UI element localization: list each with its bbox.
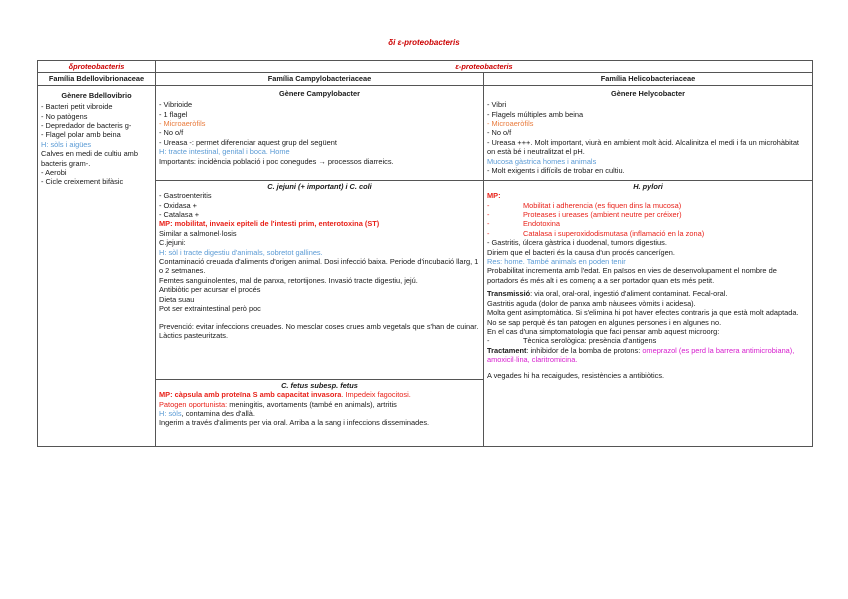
campylo-line: - No o/f xyxy=(159,128,184,138)
jejuni-line: - Gastroenteritis xyxy=(159,191,212,201)
page-title: δi ε-proteobacteris xyxy=(388,38,460,47)
helico-microaerophilic: - Microaeròfils xyxy=(487,119,534,129)
jejuni-mp: MP: mobilitat, invaeix epiteli de l'intesti prim, enterotoxina (ST) xyxy=(159,219,380,229)
campylo-line: - Ureasa -: permet diferenciar aquest grup del següent xyxy=(159,137,337,147)
pylori-transmission: Transmissió: via oral, oral-oral, ingestió d'aliment contaminat. Fecal-oral. xyxy=(487,289,728,299)
pylori-mp-item: - Catalasa i superoxidodismutasa (inflamació en la zona) xyxy=(487,228,705,238)
pylori-mp-item: - Endotoxina xyxy=(487,219,560,229)
pylori-cell xyxy=(484,180,813,446)
bdello-line: - No patògens xyxy=(41,111,88,121)
bdello-line: - Bacteri petit vibroide xyxy=(41,102,113,112)
pylori-mp-label: MP: xyxy=(487,191,501,201)
helico-line: - Ureasa +++. Molt important, viurà en ambient molt àcid. Alcalinitza el medi i fa un microhàbitat on està bé i neutralitzat el pH. xyxy=(487,137,799,157)
helico-line: - Vibri xyxy=(487,100,507,110)
pylori-line: Diriem que el bacteri és la causa d'un procés cancerígen. xyxy=(487,247,675,257)
bdello-line: Calves en medi de cultiu amb bacteris gram-. xyxy=(41,149,138,168)
genus-helicobacter-title: Gènere Helycobacter xyxy=(611,88,685,98)
campylo-habitat: H: tracte intestinal, genital i boca. Home xyxy=(159,147,290,157)
pylori-mp-item: - Mobilitat i adherencia (es fiquen dins la mucosa) xyxy=(487,200,682,210)
bdello-habitat: H: sòls i aigües xyxy=(41,139,92,149)
family-helicobacteriaceae: Família Helicobacteriaceae xyxy=(484,73,813,85)
pylori-line: A vegades hi ha recaigudes, resistències a antibiòtics. xyxy=(487,370,665,380)
bdello-line: - Depredador de bacteris g- xyxy=(41,121,132,131)
jejuni-line: Contaminació creuada d'aliments d'origen animal. Dosi infecció baixa. Periode d'incubació llarg, 1 o 2 setmanes. xyxy=(159,257,479,276)
fetus-mp: MP: càpsula amb proteïna S amb capacitat invasora. Impedeix fagocitosi. xyxy=(159,390,411,400)
pylori-technique: - Tècnica serològica: presència d'antigens xyxy=(487,336,657,346)
jejuni-line: - Oxidasa + xyxy=(159,200,197,210)
fetus-title: C. fetus subesp. fetus xyxy=(281,380,358,390)
jejuni-line: Dieta suau xyxy=(159,294,195,304)
pylori-line: En el cas d'una simptomatologia que faci pensar amb aquest microorg: xyxy=(487,326,720,336)
header-epsilon: ε-proteobacteris xyxy=(156,61,813,73)
jejuni-line: Similar a salmonel·losis xyxy=(159,228,237,238)
jejuni-line: Pot ser extraintestinal però poc xyxy=(159,304,261,314)
family-campylobacteriaceae: Família Campylobacteriaceae xyxy=(156,73,484,85)
pylori-line: Probabilitat incrementa amb l'edat. En països en vies de desenvolupament el nombre de portadors és més alt i es començ a a ser portador quan ets més petit. xyxy=(487,266,777,285)
bdellovibrio-cell xyxy=(38,85,156,446)
bacteria-table xyxy=(37,60,813,447)
pylori-line: Molta gent asimptomàtica. Si s'elimina hi pot haver efectes contraris ja que està molt adaptada. No se sap perquè és tan patogen en algunes persones i en algunes no. xyxy=(487,308,799,327)
helicobacter-cell xyxy=(484,85,813,180)
campylo-line: Importants: incidència població i poc conegudes → processos diarreics. xyxy=(159,156,394,166)
family-bdellovibrionaceae: Família Bdellovibrionaceae xyxy=(38,73,156,85)
fetus-line: Ingerim a través d'aliments per via oral. Arriba a la sang i infeccions disseminades. xyxy=(159,418,430,428)
fetus-pathogen: Patogen oportunista: meningitis, avortaments (també en animals), artritis xyxy=(159,399,397,409)
genus-bdellovibrio-title: Gènere Bdellovibrio xyxy=(61,90,132,100)
pylori-line: Gastritis aguda (dolor de panxa amb nàusees vòmits i acidesa). xyxy=(487,298,696,308)
jejuni-prevention: Prevenció: evitar infeccions creuades. No mesclar coses crues amb vegetals que s'han de cuinar. Làctics pasteuritzats. xyxy=(159,321,479,340)
campylo-line: - 1 flagel xyxy=(159,109,188,119)
header-delta: δproteobacteris xyxy=(38,61,156,73)
fetus-habitat: H: sòls, contamina des d'allà. xyxy=(159,409,255,419)
jejuni-line: C.jejuni: xyxy=(159,238,186,248)
genus-campylobacter-title: Gènere Campylobacter xyxy=(279,88,360,98)
campylo-microaerophilic: - Microaeròfils xyxy=(159,119,206,129)
campylo-line: - Vibrioide xyxy=(159,100,193,110)
helico-line: - No o/f xyxy=(487,128,512,138)
bdello-line: - Cicle creixement bifàsic xyxy=(41,177,124,187)
jejuni-habitat: H: sòl i tracte digestiu d'animals, sobretot gallines. xyxy=(159,247,323,257)
campylobacter-cell xyxy=(156,85,484,180)
jejuni-line: Femtes sanguinolentes, mal de panxa, retortijones. Invasió tracte digestiu, jejú. xyxy=(159,275,418,285)
jejuni-cell xyxy=(156,180,484,379)
helico-line: - Flagels múltiples amb beina xyxy=(487,109,584,119)
pylori-treatment: Tractament: inhibidor de la bomba de protons: omeprazol (es perd la barrera antimicrobiana), amoxicil·lina, claritromicina. xyxy=(487,345,795,365)
helico-line: - Molt exigents i difícils de trobar en cultiu. xyxy=(487,166,625,176)
jejuni-line: - Catalasa + xyxy=(159,210,200,220)
pylori-title: H. pylori xyxy=(633,181,663,191)
jejuni-title: C. jejuni (+ important) i C. coli xyxy=(267,181,372,191)
bdello-line: - Aerobi xyxy=(41,168,67,178)
pylori-reservoir: Res: home. També animals en poden tenir xyxy=(487,257,626,267)
jejuni-line: Antibiòtic per acursar el procés xyxy=(159,285,261,295)
bdello-line: - Flagel polar amb beina xyxy=(41,130,121,140)
fetus-cell xyxy=(156,379,484,446)
pylori-line: - Gastritis, úlcera gàstrica i duodenal, tumors digestius. xyxy=(487,238,667,248)
helico-habitat: Mucosa gàstrica homes i animals xyxy=(487,156,597,166)
pylori-mp-item: - Proteases i ureases (ambient neutre per créixer) xyxy=(487,210,682,220)
